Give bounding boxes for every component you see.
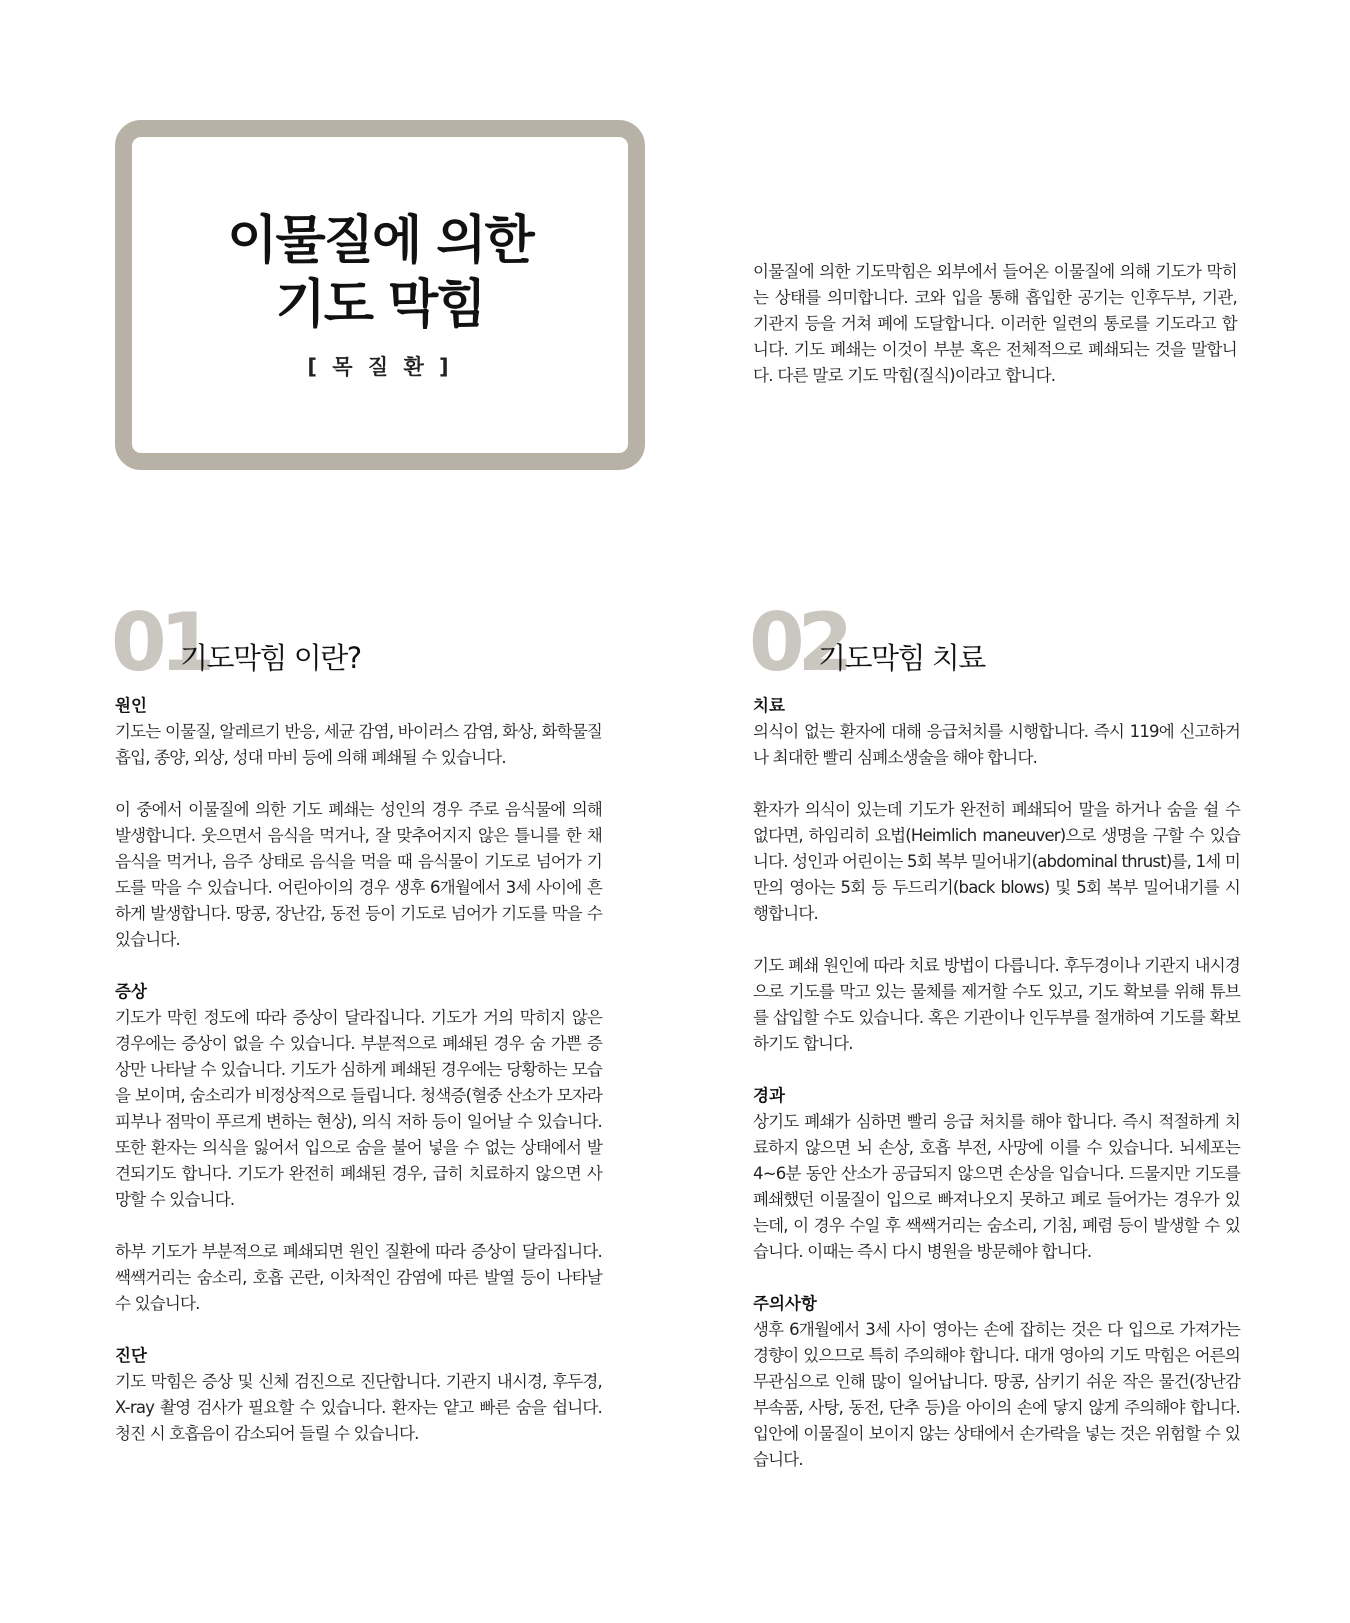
subheading-treatment: 치료 bbox=[753, 696, 785, 715]
section-what-is bbox=[111, 596, 602, 1447]
category-label: [ 목 질 환 ] bbox=[307, 355, 453, 379]
subheading-diagnosis: 진단 bbox=[115, 1346, 147, 1365]
section-number: 02 bbox=[749, 596, 847, 689]
paragraph-cause-1: 기도는 이물질, 알레르기 반응, 세균 감염, 바이러스 감염, 화상, 화학물질 흡입, 종양, 외상, 성대 마비 등에 의해 폐쇄될 수 있습니다. bbox=[115, 722, 602, 767]
subheading-cause: 원인 bbox=[115, 696, 147, 715]
subheading-course: 경과 bbox=[753, 1086, 785, 1105]
paragraph-cause-2: 이 중에서 이물질에 의한 기도 폐쇄는 성인의 경우 주로 음식물에 의해 발생합니다. 웃으면서 음식을 먹거나, 잘 맞추어지지 않은 틀니를 한 채 음식을 먹거나, 음주 상태로 음식을 먹을 때 음식물이 기도로 넘어가 기도를 막을 수 있습니다. 어린아이의 경우 생후 6개월에서 3세 사이에 흔하게 발생합니다. 땅콩, 장난감, 동전 등이 기도로 넘어가 기도를 막을 수 있습니다. bbox=[115, 800, 602, 949]
section-heading: 기도막힘 치료 bbox=[818, 641, 985, 675]
paragraph-treatment-2: 환자가 의식이 있는데 기도가 완전히 폐쇄되어 말을 하거나 숨을 쉴 수 없다면, 하임리히 요법(Heimlich maneuver)으로 생명을 구할 수 있습니다. 성인과 어린이는 5회 복부 밀어내기(abdominal thrust)를, 1세 미만의 영아는 5회 등 두드리기(back blows) 및 5회 복부 밀어내기를 시행합니다. bbox=[753, 800, 1240, 923]
subheading-caution: 주의사항 bbox=[753, 1294, 817, 1313]
page-title-line-1: 이물질에 의한 bbox=[227, 211, 533, 271]
paragraph-course: 상기도 폐쇄가 심하면 빨리 응급 처치를 해야 합니다. 즉시 적절하게 치료하지 않으면 뇌 손상, 호흡 부전, 사망에 이를 수 있습니다. 뇌세포는 4~6분 동안 산소가 공급되지 않으면 손상을 입습니다. 드물지만 기도를 폐쇄했던 이물질이 입으로 빠져나오지 못하고 폐로 들어가는 경우가 있는데, 이 경우 수일 후 쌕쌕거리는 숨소리, 기침, 폐렴 등이 발생할 수 있습니다. 이때는 즉시 다시 병원을 방문해야 합니다. bbox=[753, 1112, 1240, 1261]
paragraph-symptom-1: 기도가 막힌 정도에 따라 증상이 달라집니다. 기도가 거의 막히지 않은 경우에는 증상이 없을 수 있습니다. 부분적으로 폐쇄된 경우 숨 가쁜 증상만 나타날 수 있습니다. 기도가 심하게 폐쇄된 경우에는 당황하는 모습을 보이며, 숨소리가 비정상적으로 들립니다. 청색증(혈중 산소가 모자라 피부나 점막이 푸르게 변하는 현상), 의식 저하 등이 일어날 수 있습니다. 또한 환자는 의식을 잃어서 입으로 숨을 불어 넣을 수 없는 상태에서 발견되기도 합니다. 기도가 완전히 폐쇄된 경우, 급히 치료하지 않으면 사망할 수 있습니다. bbox=[115, 1008, 602, 1209]
section-heading: 기도막힘 이란? bbox=[180, 641, 361, 675]
subheading-symptom: 증상 bbox=[115, 982, 147, 1001]
section-header bbox=[111, 596, 602, 693]
section-number: 01 bbox=[111, 596, 209, 689]
intro-paragraph: 이물질에 의한 기도막힘은 외부에서 들어온 이물질에 의해 기도가 막히는 상태를 의미합니다. 코와 입을 통해 흡입한 공기는 인후두부, 기관, 기관지 등을 거쳐 폐에 도달합니다. 이러한 일련의 통로를 기도라고 합니다. 기도 폐쇄는 이것이 부분 혹은 전체적으로 폐쇄되는 것을 말합니다. 다른 말로 기도 막힘(질식)이라고 합니다. bbox=[753, 261, 1238, 385]
section-header bbox=[749, 596, 1240, 693]
section-treatment bbox=[749, 596, 1240, 1473]
paragraph-diagnosis: 기도 막힘은 증상 및 신체 검진으로 진단합니다. 기관지 내시경, 후두경, X-ray 촬영 검사가 필요할 수 있습니다. 환자는 얕고 빠른 숨을 쉽니다. 청진 시 호흡음이 감소되어 들릴 수 있습니다. bbox=[115, 1372, 602, 1443]
page-title-line-2: 기도 막힘 bbox=[275, 275, 485, 335]
paragraph-treatment-3: 기도 폐쇄 원인에 따라 치료 방법이 다릅니다. 후두경이나 기관지 내시경으로 기도를 막고 있는 물체를 제거할 수도 있고, 기도 확보를 위해 튜브를 삽입할 수도 있습니다. 혹은 기관이나 인두부를 절개하여 기도를 확보하기도 합니다. bbox=[753, 956, 1240, 1053]
paragraph-treatment-1: 의식이 없는 환자에 대해 응급처치를 시행합니다. 즉시 119에 신고하거나 최대한 빨리 심폐소생술을 해야 합니다. bbox=[753, 722, 1240, 767]
paragraph-symptom-2: 하부 기도가 부분적으로 폐쇄되면 원인 질환에 따라 증상이 달라집니다. 쌕쌕거리는 숨소리, 호흡 곤란, 이차적인 감염에 따른 발열 등이 나타날 수 있습니다. bbox=[115, 1242, 602, 1313]
paragraph-caution: 생후 6개월에서 3세 사이 영아는 손에 잡히는 것은 다 입으로 가져가는 경향이 있으므로 특히 주의해야 합니다. 대개 영아의 기도 막힘은 어른의 무관심으로 인해 많이 일어납니다. 땅콩, 삼키기 쉬운 작은 물건(장난감 부속품, 사탕, 동전, 단추 등)을 아이의 손에 닿지 않게 주의해야 합니다. 입안에 이물질이 보이지 않는 상태에서 손가락을 넣는 것은 위험할 수 있습니다. bbox=[753, 1320, 1240, 1469]
title-frame bbox=[115, 120, 645, 470]
